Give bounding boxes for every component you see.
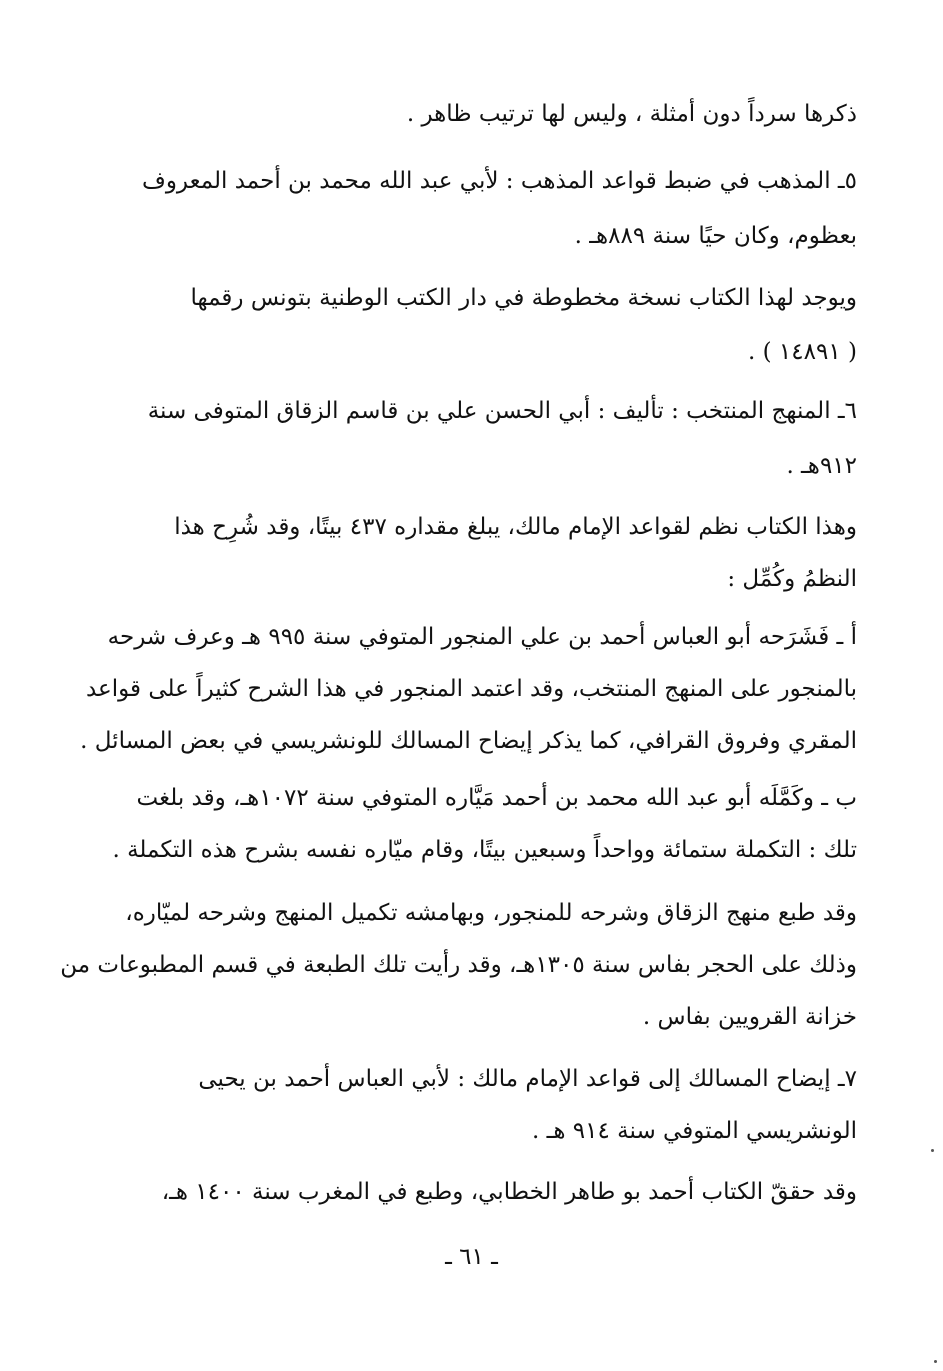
- scan-speck: [934, 1360, 937, 1363]
- text-line-2: ٥ـ المذهب في ضبط قواعد المذهب : لأبي عبد الله محمد بن أحمد المعروف: [141, 168, 857, 194]
- page-number: ـ ٦١ ـ: [445, 1244, 498, 1270]
- text-line-7: ٩١٢هـ .: [786, 453, 857, 479]
- text-line-3: بعظوم، وكان حيًا سنة ٨٨٩هـ .: [574, 223, 857, 249]
- text-line-6: ٦ـ المنهج المنتخب : تأليف : أبي الحسن علي بن قاسم الزقاق المتوفى سنة: [147, 398, 857, 424]
- text-line-11: بالمنجور على المنهج المنتخب، وقد اعتمد المنجور في هذا الشرح كثيراً على قواعد: [85, 676, 857, 702]
- text-line-12: المقري وفروق القرافي، كما يذكر إيضاح المسالك للونشريسي في بعض المسائل .: [80, 728, 857, 754]
- text-line-18: ٧ـ إيضاح المسالك إلى قواعد الإمام مالك : لأبي العباس أحمد بن يحيى: [198, 1066, 857, 1092]
- text-line-13: ب ـ وكَمَّلَه أبو عبد الله محمد بن أحمد مَيَّاره المتوفي سنة ١٠٧٢هـ، وقد بلغت: [136, 785, 857, 811]
- text-line-9: النظمُ وكُمِّل :: [727, 566, 857, 592]
- scan-speck: [931, 1149, 934, 1152]
- text-line-19: الونشريسي المتوفي سنة ٩١٤ هـ .: [531, 1118, 857, 1144]
- text-line-20: وقد حققّ الكتاب أحمد بو طاهر الخطابي، وطبع في المغرب سنة ١٤٠٠ هـ،: [161, 1179, 857, 1205]
- text-line-17: خزانة القرويين بفاس .: [642, 1004, 857, 1030]
- text-line-15: وقد طبع منهج الزقاق وشرحه للمنجور، وبهامشه تكميل المنهج وشرحه لميّاره،: [125, 900, 857, 926]
- text-line-1: ذكرها سرداً دون أمثلة ، وليس لها ترتيب ظاهر .: [406, 101, 857, 127]
- text-line-5: ( ١٤٨٩١ ) .: [748, 339, 857, 365]
- text-line-4: ويوجد لهذا الكتاب نسخة مخطوطة في دار الكتب الوطنية بتونس رقمها: [190, 285, 857, 311]
- text-line-14: تلك : التكملة ستمائة وواحداً وسبعين بيتًا، وقام ميّاره نفسه بشرح هذه التكملة .: [112, 837, 857, 863]
- text-line-8: وهذا الكتاب نظم لقواعد الإمام مالك، يبلغ مقداره ٤٣٧ بيتًا، وقد شُرِح هذا: [174, 514, 857, 540]
- text-line-16: وذلك على الحجر بفاس سنة ١٣٠٥هـ، وقد رأيت تلك الطبعة في قسم المطبوعات من: [60, 952, 857, 978]
- text-line-10: أ ـ فَشَرَحه أبو العباس أحمد بن علي المنجور المتوفي سنة ٩٩٥ هـ وعرف شرحه: [107, 624, 857, 650]
